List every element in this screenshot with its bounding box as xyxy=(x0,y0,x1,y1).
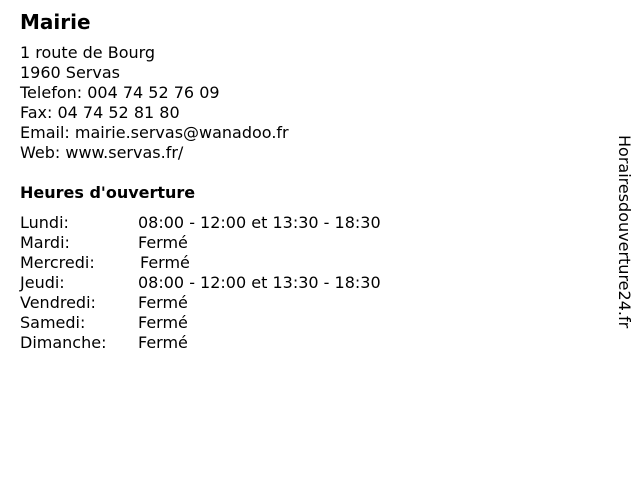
hours-heading: Heures d'ouverture xyxy=(20,183,196,202)
page-title: Mairie xyxy=(20,10,91,34)
time-value: Fermé xyxy=(140,253,190,272)
hours-row-sunday xyxy=(20,333,440,353)
city-address: 1960 Servas xyxy=(20,63,120,82)
time-value: Fermé xyxy=(138,233,188,252)
hours-row-monday xyxy=(20,213,440,233)
fax-number: Fax: 04 74 52 81 80 xyxy=(20,103,180,122)
hours-row-saturday xyxy=(20,313,440,333)
day-label: Vendredi: xyxy=(20,293,96,312)
hours-row-wednesday xyxy=(20,253,440,273)
hours-row-friday xyxy=(20,293,440,313)
day-label: Mardi: xyxy=(20,233,70,252)
hours-row-tuesday xyxy=(20,233,440,253)
day-label: Dimanche: xyxy=(20,333,107,352)
time-value: 08:00 - 12:00 et 13:30 - 18:30 xyxy=(138,273,381,292)
day-label: Jeudi: xyxy=(20,273,65,292)
time-value: 08:00 - 12:00 et 13:30 - 18:30 xyxy=(138,213,381,232)
day-label: Lundi: xyxy=(20,213,69,232)
day-label: Samedi: xyxy=(20,313,86,332)
opening-hours-list xyxy=(20,213,440,353)
hours-row-thursday xyxy=(20,273,440,293)
phone-number: Telefon: 004 74 52 76 09 xyxy=(20,83,220,102)
site-watermark: Horairesdouverture24.fr xyxy=(615,135,634,329)
time-value: Fermé xyxy=(138,313,188,332)
website-link: Web: www.servas.fr/ xyxy=(20,143,184,162)
street-address: 1 route de Bourg xyxy=(20,43,156,62)
email-address: Email: mairie.servas@wanadoo.fr xyxy=(20,123,289,142)
day-label: Mercredi: xyxy=(20,253,95,272)
time-value: Fermé xyxy=(138,293,188,312)
address-block xyxy=(20,43,289,163)
time-value: Fermé xyxy=(138,333,188,352)
